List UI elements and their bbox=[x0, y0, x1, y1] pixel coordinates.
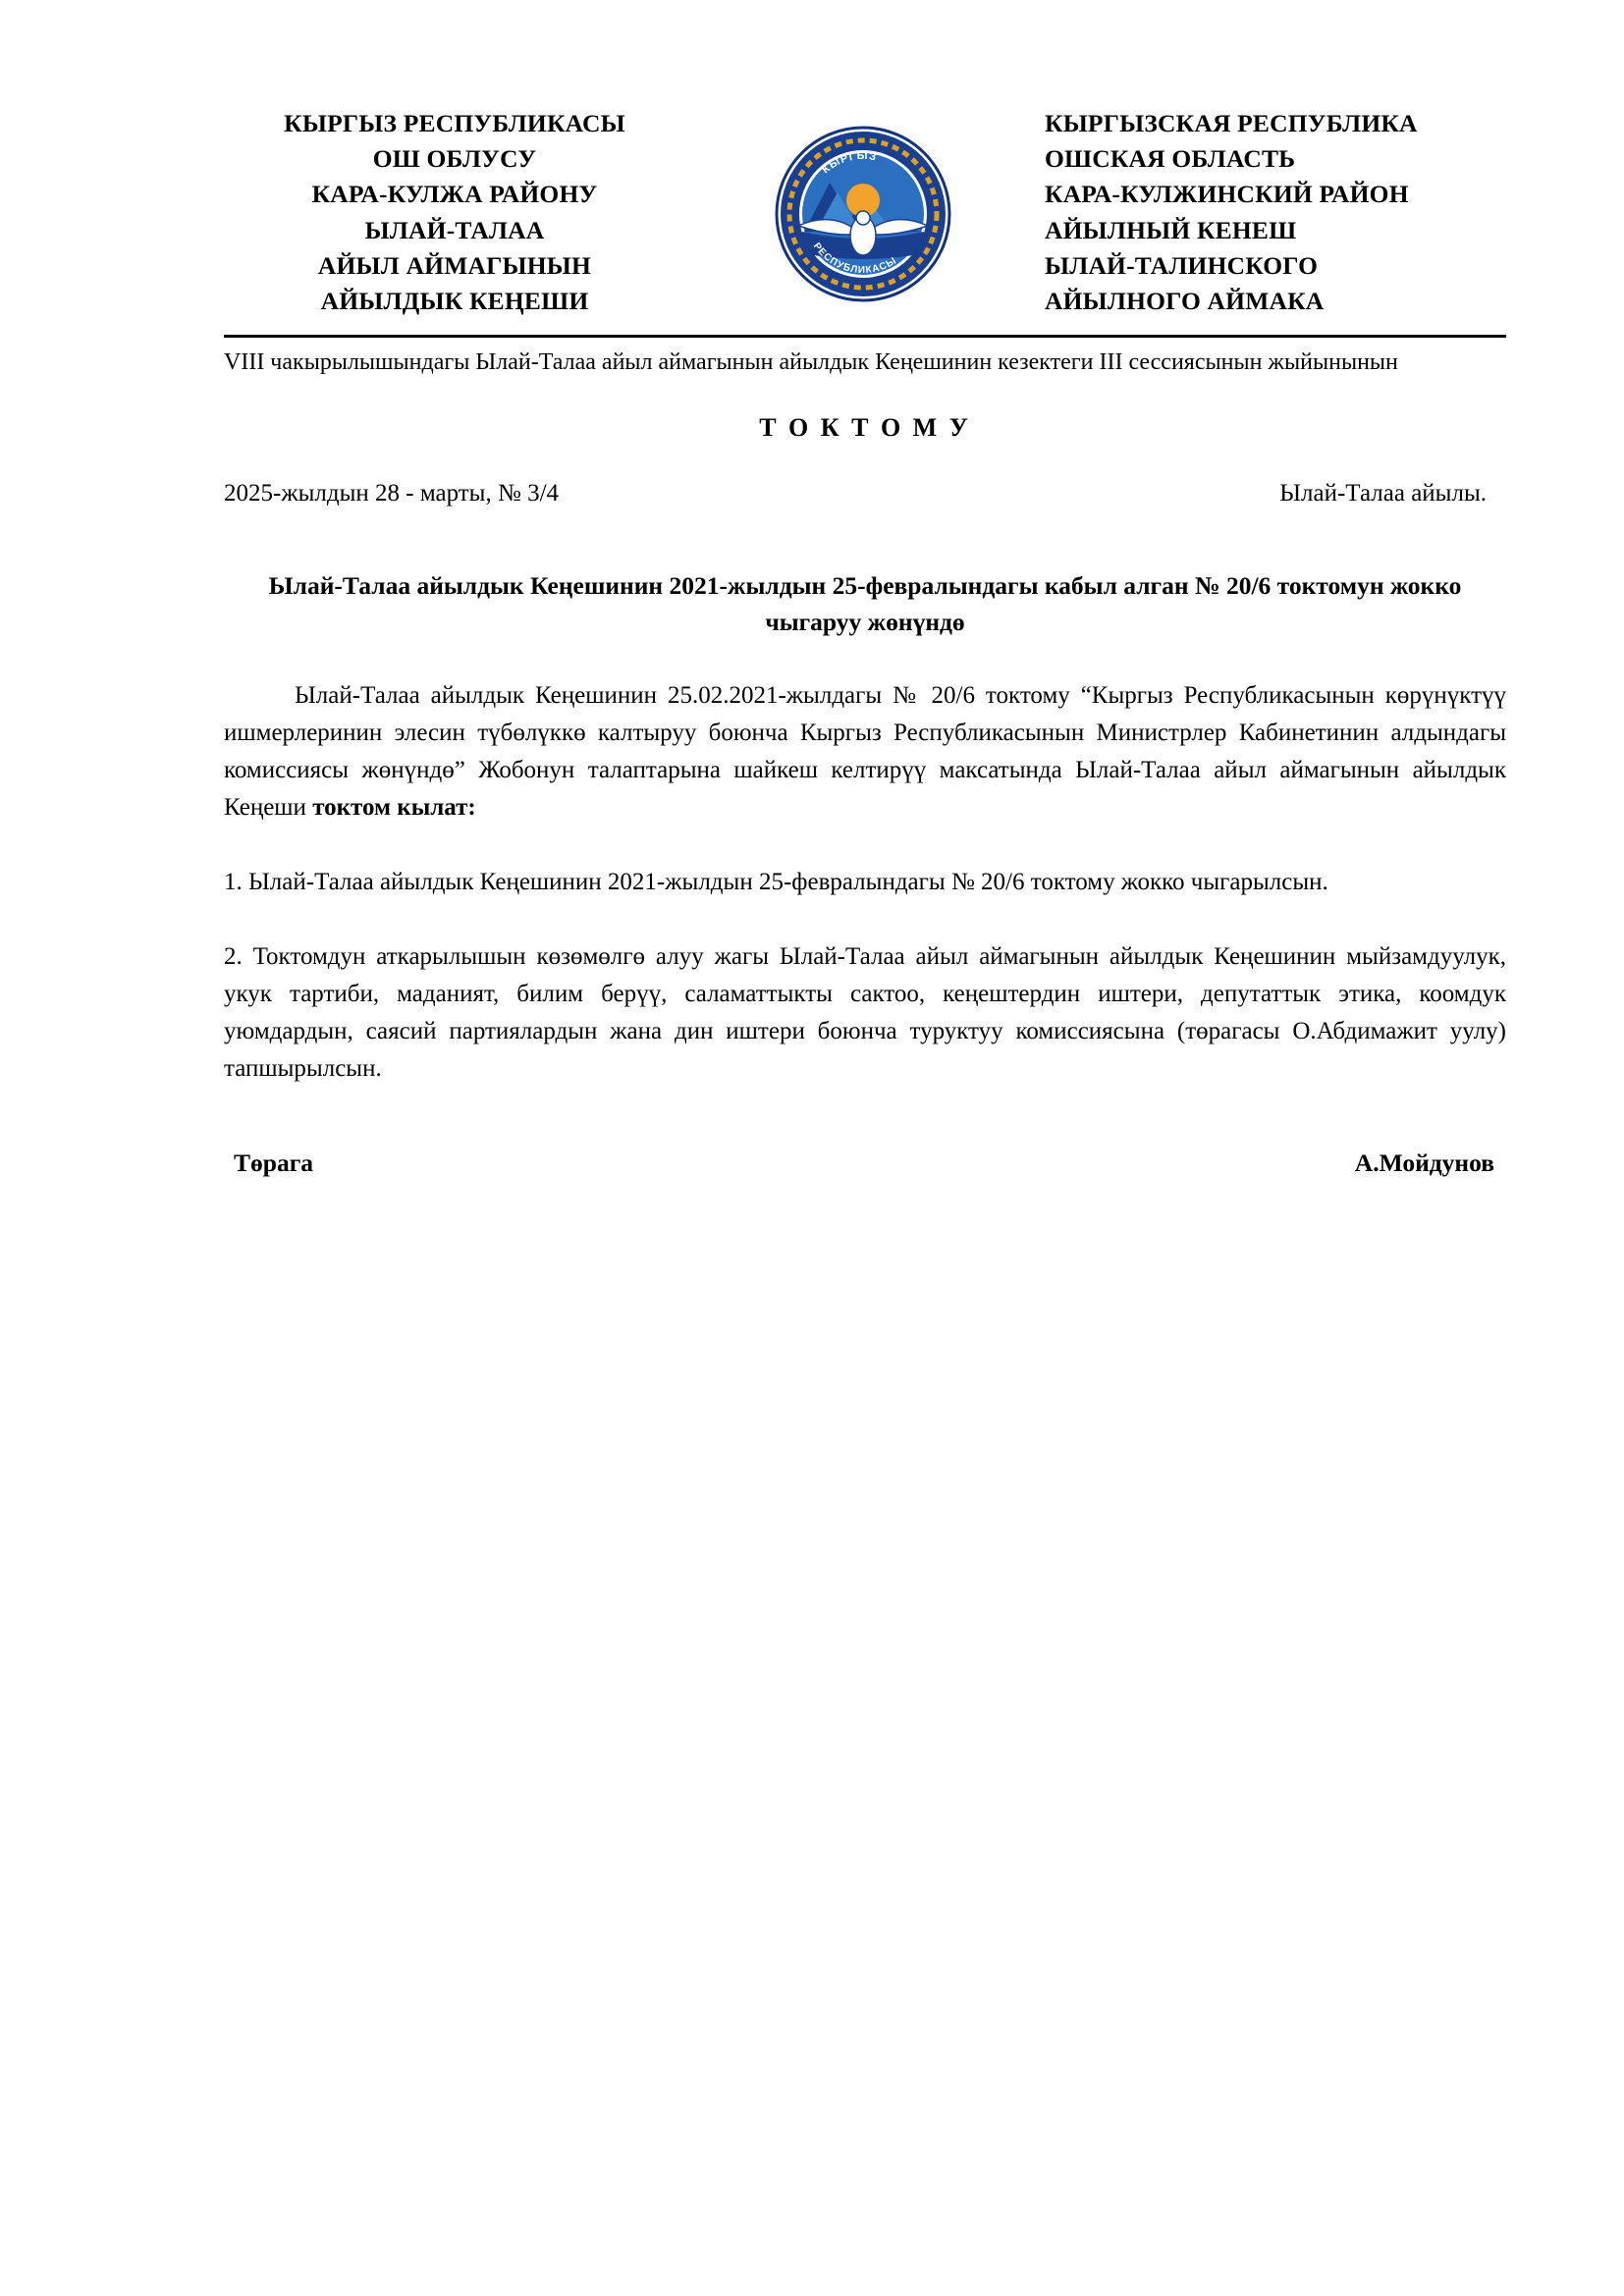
letterhead-russian-line-3: КАРА-КУЛЖИНСКИЙ РАЙОН bbox=[1045, 180, 1409, 209]
paragraph-item-1: 1. Ылай-Талаа айылдык Кеңешинин 2021-жылдын 25-февралындагы № 20/6 токтому жокко чыгарылсын. bbox=[224, 868, 1328, 895]
signature-role: Төрага bbox=[234, 1148, 314, 1177]
letterhead-russian bbox=[1031, 106, 1506, 319]
letterhead-russian-line-5: ЫЛАЙ-ТАЛИНСКОГО bbox=[1045, 250, 1319, 280]
paragraph-intro bbox=[224, 677, 1506, 827]
letterhead-kyrgyz-line-1: КЫРГЫЗ РЕСПУБЛИКАСЫ bbox=[284, 109, 625, 137]
paragraph-intro-text: Ылай-Талаа айылдык Кеңешинин 25.02.2021-жылдагы № 20/6 токтому “Кыргыз Республикасынын көрүнүктүү ишмерлеринин элесин түбөлүккө калтыруу боюнча Кыргыз Республикасынын Министрлер Кабинетинин алдындагы комиссиясы жөнүндө” Жобонун талаптарына шайкеш келтирүү максатында Ылай-Талаа айыл аймагынын айылдык Кеңеши bbox=[224, 681, 1506, 821]
document-content bbox=[224, 106, 1506, 1178]
letterhead-russian-line-6: АЙЫЛНОГО АЙМАКА bbox=[1045, 287, 1325, 316]
emblem-bottom-text: РЕСПУБЛИКАСЫ bbox=[810, 240, 899, 277]
letterhead-kyrgyz bbox=[224, 106, 695, 319]
emblem-wrap bbox=[755, 106, 971, 312]
letterhead-kyrgyz-line-2: ОШ ОБЛУСУ bbox=[372, 144, 537, 174]
document-type-heading: Т О К Т О М У bbox=[759, 413, 971, 443]
letterhead-kyrgyz-line-6: АЙЫЛДЫК КЕҢЕШИ bbox=[320, 287, 589, 316]
letterhead-russian-line-2: ОШСКАЯ ОБЛАСТЬ bbox=[1045, 144, 1296, 174]
paragraph-item-2: 2. Токтомдун аткарылышын көзөмөлгө алуу жагы Ылай-Талаа айыл аймагынын айылдык Кеңешинин мыйзамдуулук, укук тартиби, маданият, билим берүү, саламаттыкты сактоо, кеңештердин иштери, депутаттык этика, коомдук уюмдардын, саясий партиялардын жана дин иштери боюнча туруктуу комиссиясына (төрагасы О.Абдимажит уулу) тапшырылсын. bbox=[224, 942, 1506, 1082]
document-date-number: 2025-жылдын 28 - марты, № 3/4 bbox=[224, 480, 560, 507]
emblem-top-text: КЫРГЫЗ bbox=[819, 149, 879, 177]
letterhead-kyrgyz-line-4: ЫЛАЙ-ТАЛАА bbox=[364, 215, 545, 244]
header-divider bbox=[224, 335, 1506, 338]
letterhead-russian-line-4: АЙЫЛНЫЙ КЕНЕШ bbox=[1045, 215, 1297, 244]
state-emblem-icon bbox=[765, 116, 961, 312]
document-meta bbox=[224, 480, 1506, 507]
letterhead-russian-line-1: КЫРГЫЗСКАЯ РЕСПУБЛИКА bbox=[1045, 109, 1418, 137]
paragraph-intro-decision: токтом кылат: bbox=[312, 793, 476, 821]
letterhead-kyrgyz-line-5: АЙЫЛ АЙМАГЫНЫН bbox=[317, 250, 592, 280]
signature-row bbox=[224, 1148, 1506, 1178]
document-place: Ылай-Талаа айылы. bbox=[1279, 480, 1487, 507]
signature-name: А.Мойдунов bbox=[1354, 1148, 1494, 1177]
session-line: VIII чакырылышындагы Ылай-Талаа айыл аймагынын айылдык Кеңешинин кезектеги III сессиясынын жыйынынын bbox=[224, 349, 1398, 376]
document-title: Ылай-Талаа айылдык Кеңешинин 2021-жылдын 25-февралындагы кабыл алган № 20/6 токтомун жокко чыгаруу жөнүндө bbox=[268, 571, 1462, 636]
letterhead bbox=[224, 106, 1506, 319]
letterhead-kyrgyz-line-3: КАРА-КУЛЖА РАЙОНУ bbox=[311, 180, 598, 209]
